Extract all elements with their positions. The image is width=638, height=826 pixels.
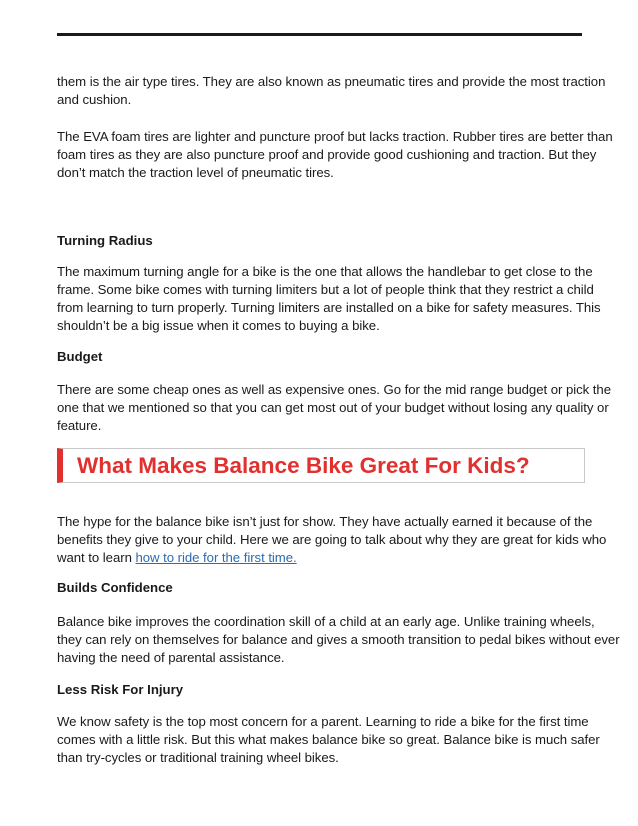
top-divider (57, 33, 582, 36)
heading-turning-radius: Turning Radius (57, 233, 153, 248)
heading-builds-confidence: Builds Confidence (57, 580, 173, 595)
paragraph-eva-foam: The EVA foam tires are lighter and puncture proof but lacks traction. Rubber tires are better than foam tires as they are also puncture proof and provide good cushioning and traction. But they don’t match the traction level of pneumatic tires. (57, 129, 613, 180)
heading-budget: Budget (57, 349, 103, 364)
paragraph-budget: There are some cheap ones as well as expensive ones. Go for the mid range budget or pick the one that we mentioned so that you can get most out of your budget without losing any quality or feature. (57, 382, 611, 433)
paragraph-turning-radius: The maximum turning angle for a bike is the one that allows the handlebar to get close to the frame. Some bike comes with turning limiters but a lot of people think that they restrict a child from learning to turn properly. Turning limiters are installed on a bike for safety measures. This shouldn’t be a big issue when it comes to buying a bike. (57, 264, 601, 333)
paragraph-air-tires: them is the air type tires. They are also known as pneumatic tires and provide the most traction and cushion. (57, 74, 606, 107)
section-banner (57, 448, 585, 483)
paragraph-builds-confidence: Balance bike improves the coordination skill of a child at an early age. Unlike training wheels, they can rely on themselves for balance and gives a smooth transition to pedal bikes without ever having the need of parental assistance. (57, 614, 620, 665)
paragraph-less-risk: We know safety is the top most concern for a parent. Learning to ride a bike for the first time comes with a little risk. But this what makes balance bike so great. Balance bike is much safer than try-cycles or traditional training wheel bikes. (57, 714, 600, 765)
heading-less-risk: Less Risk For Injury (57, 682, 184, 697)
paragraph-intro (57, 513, 622, 567)
ride-first-time-link[interactable]: how to ride for the first time. (135, 550, 297, 565)
section-banner-title: What Makes Balance Bike Great For Kids? (77, 453, 530, 478)
intro-text: The hype for the balance bike isn’t just for show. They have actually earned it because of the benefits they give to your child. Here we are going to talk about why they are great for kids who want to learn (57, 514, 607, 565)
